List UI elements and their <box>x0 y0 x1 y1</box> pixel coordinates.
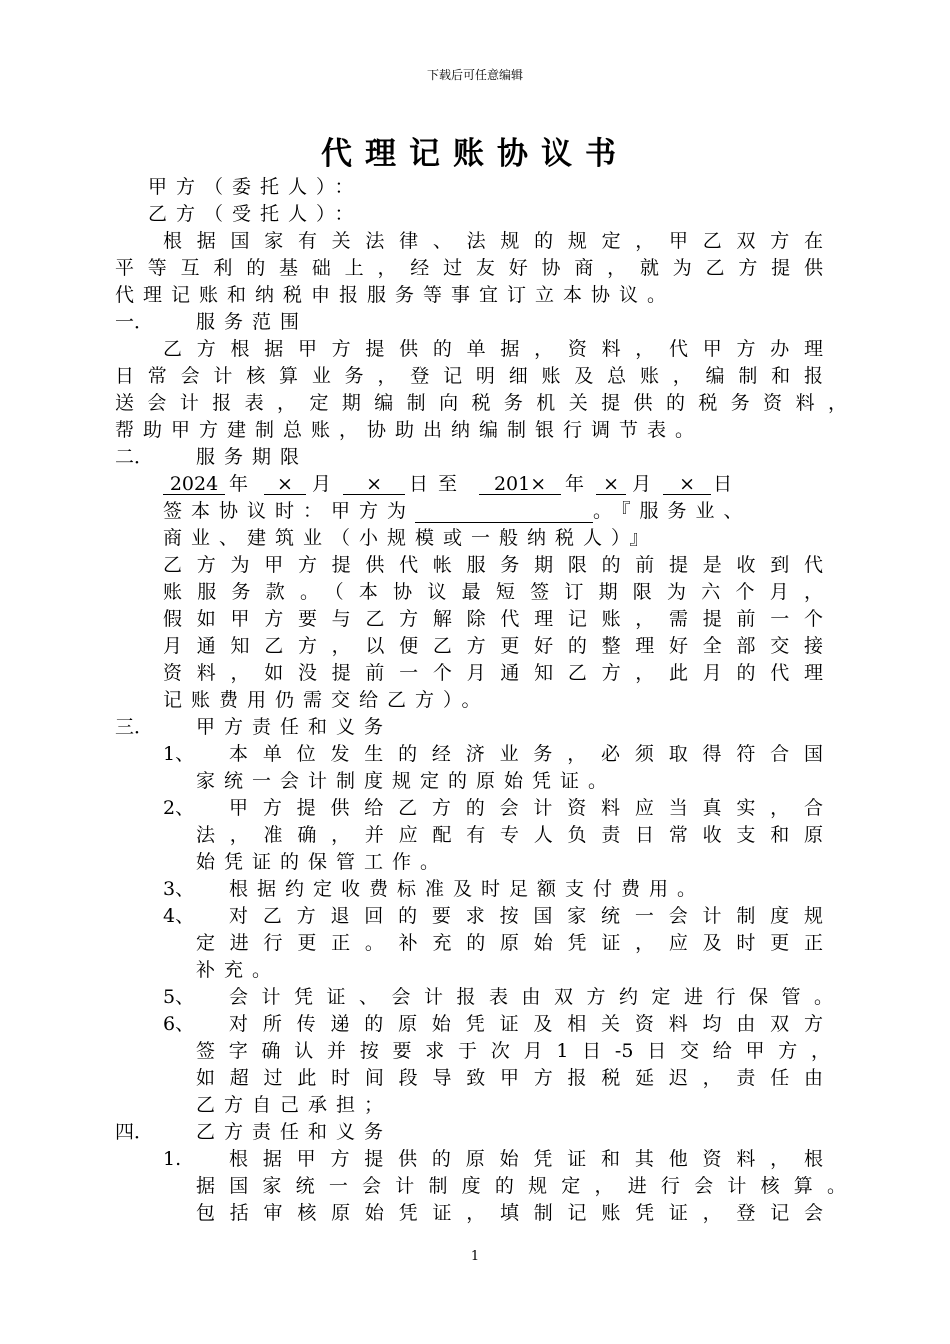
sign-prefix: 签本协议时：甲方为 <box>163 500 416 522</box>
item-line: 补充。 <box>196 959 281 981</box>
section-number: 三． <box>115 716 154 738</box>
item-line: 根据甲方提供的原始凭证和其他资料，根 <box>229 1148 823 1170</box>
item-number: 1. <box>163 1148 182 1170</box>
item-number: 5、 <box>163 986 195 1008</box>
item-number: 3、 <box>163 878 195 900</box>
item-line: 始凭证的保管工作。 <box>196 851 449 873</box>
day-to-label: 日至 <box>409 473 468 495</box>
item-line: 本单位发生的经济业务，必须取得符合国 <box>229 743 823 765</box>
end-month-field: × <box>596 472 626 495</box>
section-number: 一． <box>115 311 154 333</box>
paragraph-line: 账服务款。（本协议最短签订期限为六个月， <box>163 581 823 603</box>
item-line: 对所传递的原始凭证及相关资料均由双方 <box>229 1013 823 1035</box>
item-line: 甲方提供给乙方的会计资料应当真实，合 <box>229 797 823 819</box>
item-line: 会计凭证、会计报表由双方约定进行保管。 <box>229 986 833 1008</box>
item-line: 签字确认并按要求于次月1日-5日交给甲方， <box>196 1040 830 1062</box>
start-year-field: 2024 <box>163 472 225 495</box>
item-line: 乙方自己承担； <box>196 1094 393 1116</box>
item-number: 4、 <box>163 905 195 927</box>
section-number: 二． <box>115 446 154 468</box>
paragraph-line: 乙方为甲方提供代帐服务期限的前提是收到代 <box>163 554 823 576</box>
service-period-line <box>163 472 732 496</box>
party-b-line: 乙方（受托人）： <box>148 203 363 225</box>
paragraph-line: 送会计报表，定期编制向税务机关提供的税务资料， <box>115 392 847 414</box>
item-line: 对乙方退回的要求按国家统一会计制度规 <box>229 905 823 927</box>
paragraph-line: 资料，如没提前一个月通知乙方，此月的代理 <box>163 662 823 684</box>
paragraph-line: 日常会计核算业务，登记明细账及总账，编制和报 <box>115 365 823 387</box>
party-a-line: 甲方（委托人）： <box>148 176 363 198</box>
sign-suffix: 。『服务业、 <box>593 500 752 522</box>
paragraph-line: 月通知乙方，以便乙方更好的整理好全部交接 <box>163 635 823 657</box>
item-line: 家统一会计制度规定的原始凭证。 <box>196 770 617 792</box>
year-label: 年 <box>229 473 249 495</box>
item-line: 根据约定收费标准及时足额支付费用。 <box>229 878 706 900</box>
start-month-field: × <box>264 472 306 495</box>
start-day-field: × <box>343 472 405 495</box>
paragraph-line: 帮助甲方建制总账，协助出纳编制银行调节表。 <box>115 419 704 441</box>
month-label: 月 <box>632 473 652 495</box>
intro-line: 代理记账和纳税申报服务等事宜订立本协议。 <box>115 284 676 306</box>
section-heading: 甲方责任和义务 <box>196 716 393 738</box>
day-label: 日 <box>713 473 733 495</box>
item-number: 6、 <box>163 1013 195 1035</box>
end-day-field: × <box>663 472 711 495</box>
party-a-type-field <box>415 500 593 523</box>
item-line: 法，准确，并应配有专人负责日常收支和原 <box>196 824 823 846</box>
paragraph-line: 假如甲方要与乙方解除代理记账，需提前一个 <box>163 608 823 630</box>
header-note: 下载后可任意编辑 <box>426 68 523 82</box>
section-number: 四． <box>115 1121 154 1143</box>
end-year-field: 201× <box>479 472 561 495</box>
paragraph-line: 记账费用仍需交给乙方）。 <box>163 689 490 711</box>
year-label: 年 <box>565 473 585 495</box>
paragraph-line: 商业、建筑业（小规模或一般纳税人）』 <box>163 527 658 549</box>
section-heading: 乙方责任和义务 <box>196 1121 393 1143</box>
section-heading: 服务期限 <box>196 446 309 468</box>
intro-line: 平等互利的基础上，经过友好协商，就为乙方提供 <box>115 257 823 279</box>
item-line: 包括审核原始凭证，填制记账凭证，登记会 <box>196 1202 823 1224</box>
section-heading: 服务范围 <box>196 311 309 333</box>
page-number: 1 <box>470 1249 480 1264</box>
item-line: 如超过此时间段导致甲方报税延迟，责任由 <box>196 1067 823 1089</box>
item-number: 2、 <box>163 797 195 819</box>
item-line: 定进行更正。补充的原始凭证，应及时更正 <box>196 932 823 954</box>
month-label: 月 <box>312 473 332 495</box>
item-line: 据国家统一会计制度的规定，进行会计核算。 <box>196 1175 846 1197</box>
paragraph-line: 乙方根据甲方提供的单据，资料，代甲方办理 <box>163 338 823 360</box>
sign-line <box>163 499 752 523</box>
document-title: 代理记账协议书 <box>321 136 629 172</box>
item-number: 1、 <box>163 743 195 765</box>
intro-line: 根据国家有关法律、法规的规定，甲乙双方在 <box>163 230 823 252</box>
